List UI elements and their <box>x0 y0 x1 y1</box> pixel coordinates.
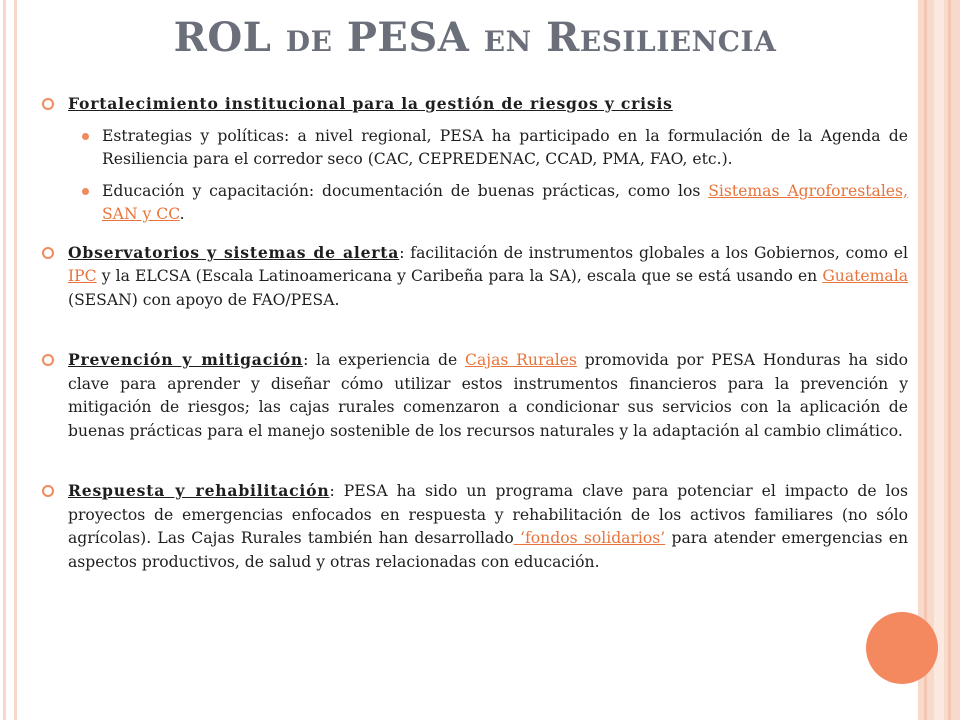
section-text: : la experiencia de <box>303 351 466 369</box>
section-fortalecimiento <box>42 92 908 117</box>
section-text: y la ELCSA (Escala Latinoamericana y Caribeña para la SA), escala que se está usando en <box>96 267 823 285</box>
dot-bullet-icon <box>82 188 89 195</box>
sub-item-estrategias <box>82 125 908 172</box>
link-guatemala[interactable]: Guatemala <box>822 267 908 285</box>
sub-item-text: Educación y capacitación: documentación de buenas prácticas, como los <box>102 181 709 200</box>
section-text: : PESA ha sido un programa clave para potenciar el impacto de los proyectos de emergencias enfocados en respuesta y rehabilitación de los activos familiares (no sólo agrícolas). Las Cajas Rurales también han desarrollado <box>68 482 908 547</box>
ring-bullet-icon <box>42 485 54 497</box>
ring-bullet-icon <box>42 247 54 259</box>
title-text: DE <box>285 25 333 58</box>
title-text: ESILIENCIA <box>579 25 777 58</box>
section-text: para atender emergencias en aspectos productivos, de salud y otras relacionadas con educación. <box>68 529 908 571</box>
section-respuesta <box>42 479 908 574</box>
left-border <box>0 0 17 720</box>
title-text: R <box>531 14 580 61</box>
section-heading: Respuesta y rehabilitación <box>68 481 330 500</box>
title-text: PESA <box>332 14 484 61</box>
ring-bullet-icon <box>42 98 54 110</box>
section-observatorios <box>42 241 908 313</box>
title-text: EN <box>483 25 532 58</box>
section-heading: Prevención y mitigación <box>68 350 304 369</box>
link-cajas-rurales[interactable]: Cajas Rurales <box>465 351 577 369</box>
dot-bullet-icon <box>82 133 89 140</box>
link-fondos-solidarios[interactable]: ‘fondos solidarios’ <box>513 529 666 547</box>
ring-bullet-icon <box>42 354 54 366</box>
slide-title <box>30 14 920 61</box>
link-sistemas-agroforestales[interactable]: Sistemas Agroforestales, SAN y CC <box>102 181 908 223</box>
section-heading: Fortalecimiento institucional para la gestión de riesgos y crisis <box>68 94 673 113</box>
sub-item-text: Estrategias y políticas: a nivel regional, PESA ha participado en la formulación de la Agenda de Resiliencia para el corredor seco (CAC, CEPREDENAC, CCAD, PMA, FAO, etc.). <box>102 126 908 168</box>
decorative-circle <box>866 612 938 684</box>
title-text: ROL <box>173 14 286 61</box>
section-text: (SESAN) con apoyo de FAO/PESA. <box>68 290 340 309</box>
right-border <box>918 0 960 720</box>
section-text: promovida por PESA Honduras ha sido clave para aprender y diseñar cómo utilizar estos instrumentos financieros para la prevención y mitigación de riesgos; las cajas rurales comenzaron a condicionar sus servicios con la aplicación de buenas prácticas para el manejo sostenible de los recursos naturales y la adaptación al cambio climático. <box>68 351 908 440</box>
border-stripe <box>934 0 944 720</box>
section-heading: Observatorios y sistemas de alerta <box>68 242 400 262</box>
border-stripe <box>948 0 951 720</box>
slide-content <box>42 92 908 574</box>
section-prevencion <box>42 348 908 443</box>
link-ipc[interactable]: IPC <box>68 267 97 285</box>
section-text: : facilitación de instrumentos globales a los Gobiernos, como el <box>399 243 908 262</box>
sub-item-text: . <box>179 205 185 223</box>
border-stripe <box>924 0 927 720</box>
sub-item-educacion <box>82 180 908 227</box>
